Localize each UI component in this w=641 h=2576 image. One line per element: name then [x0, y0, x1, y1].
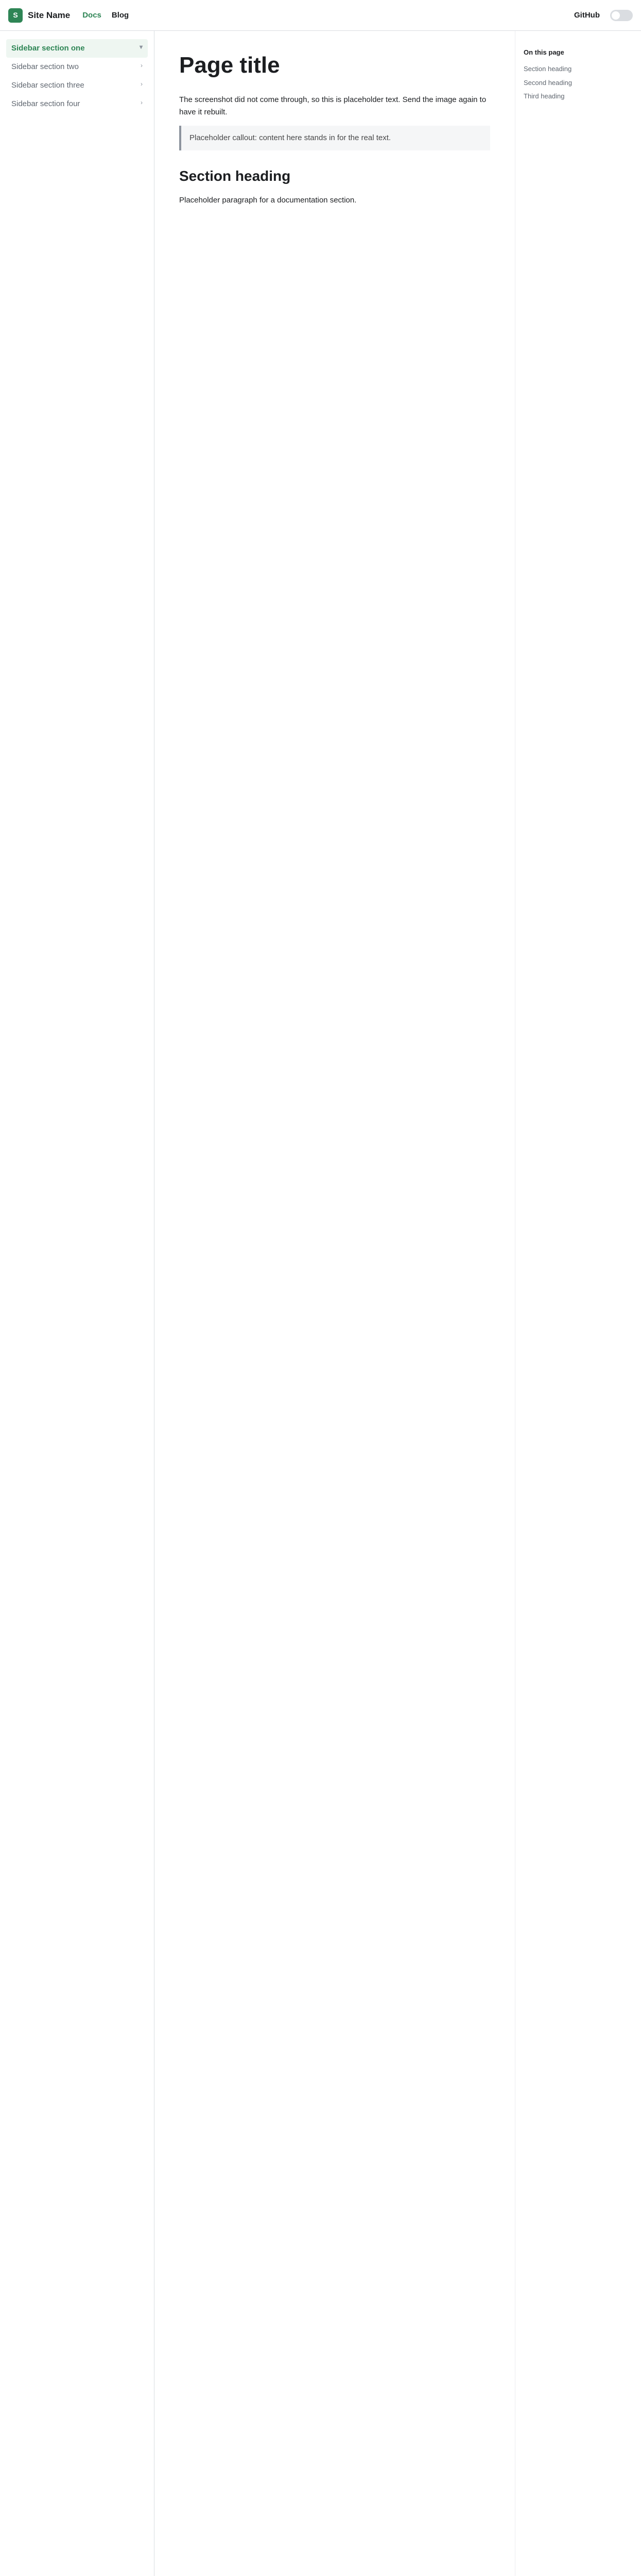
sidebar-item-label: Sidebar section four [11, 99, 80, 108]
sidebar-item-label: Sidebar section two [11, 62, 79, 71]
top-navbar [0, 0, 641, 31]
brand-name[interactable]: Site Name [28, 10, 71, 20]
sidebar-item-three[interactable] [6, 76, 148, 95]
sidebar-item-label: Sidebar section one [11, 44, 85, 53]
note-callout: Placeholder callout: content here stands in for the real text. [179, 126, 490, 150]
toc-item[interactable]: Section heading [524, 64, 572, 73]
nav-link-docs[interactable]: Docs [82, 10, 101, 20]
nav-link-blog[interactable]: Blog [111, 10, 129, 20]
page-layout [0, 31, 641, 2576]
sidebar-item-four[interactable] [6, 95, 148, 113]
chevron-right-icon: › [141, 99, 143, 106]
chevron-down-icon: ▾ [139, 43, 143, 50]
sidebar-item-one[interactable] [6, 39, 148, 58]
section-paragraph: Placeholder paragraph for a documentation section. [179, 196, 357, 205]
toc-item[interactable]: Second heading [524, 78, 572, 87]
toc-item[interactable]: Third heading [524, 92, 565, 100]
intro-paragraph: The screenshot did not come through, so this is placeholder text. Send the image again to have it rebuilt. [179, 95, 487, 117]
main-content [154, 31, 515, 2576]
logo-icon[interactable]: S [8, 8, 23, 23]
sidebar [0, 31, 154, 2576]
page-title: Page title [179, 53, 280, 78]
chevron-right-icon: › [141, 80, 143, 88]
toc-title: On this page [524, 48, 564, 56]
sidebar-item-label: Sidebar section three [11, 81, 84, 90]
chevron-right-icon: › [141, 62, 143, 69]
table-of-contents [515, 31, 641, 2576]
theme-toggle-knob [612, 11, 620, 20]
section-heading: Section heading [179, 168, 291, 184]
theme-toggle[interactable] [610, 10, 633, 21]
sidebar-item-two[interactable] [6, 58, 148, 76]
nav-link-github[interactable]: GitHub [574, 10, 600, 20]
